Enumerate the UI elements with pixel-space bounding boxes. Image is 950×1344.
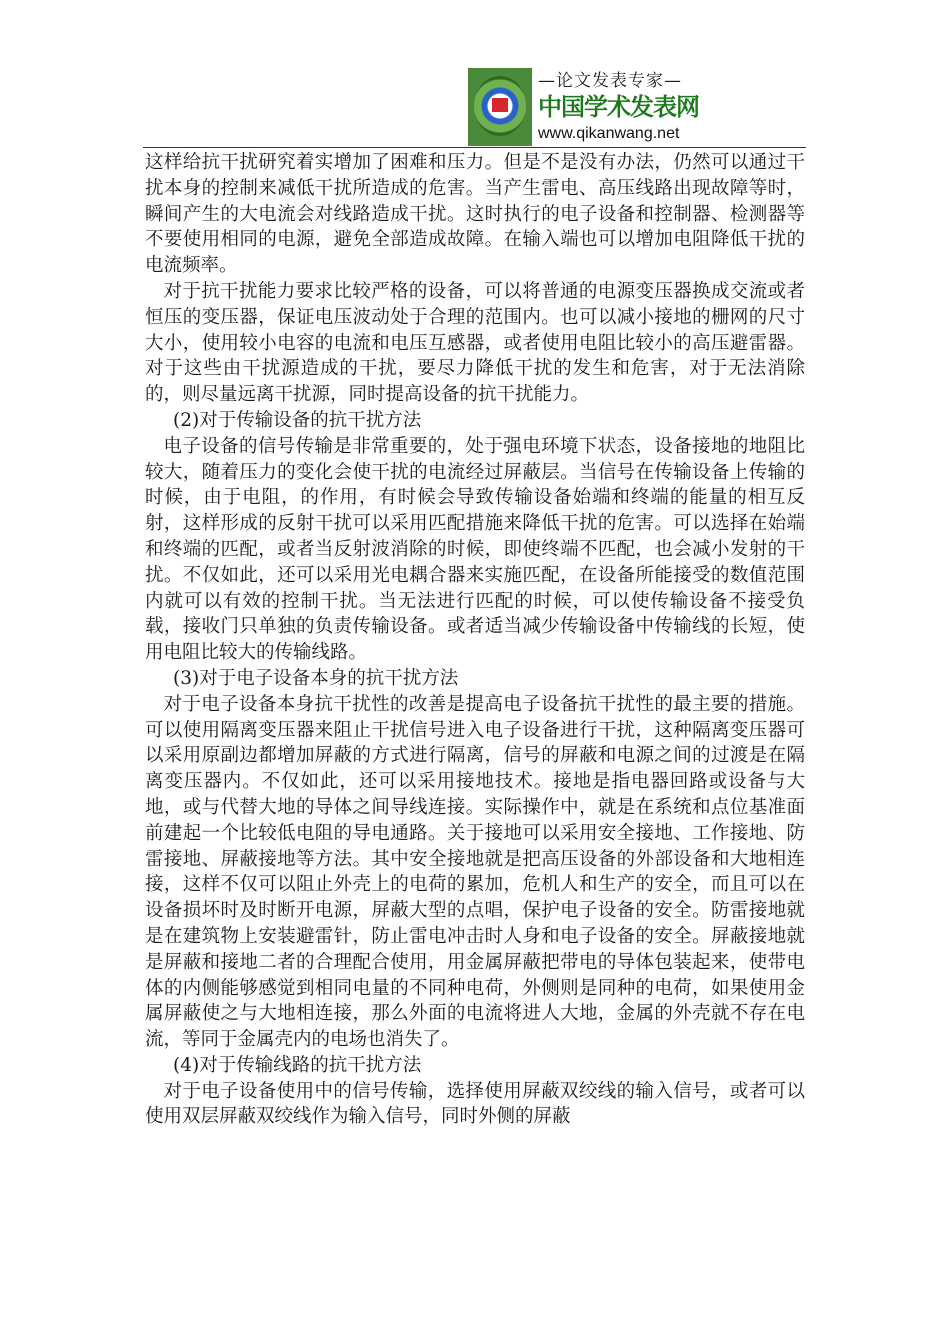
paragraph: 这样给抗干扰研究着实增加了困难和压力。但是不是没有办法，仍然可以通过干扰本身的控制来减低干扰所造成的危害。当产生雷电、高压线路出现故障等时，瞬间产生的大电流会对线路造成干扰。这时执行的电子设备和控制器、检测器等不要使用相同的电源，避免全部造成故障。在输入端也可以增加电阻降低干扰的电流频率。: [145, 152, 805, 277]
paragraph: 对于电子设备本身抗干扰性的改善是提高电子设备抗干扰性的最主要的措施。可以使用隔离变压器来阻止干扰信号进入电子设备进行干扰，这种隔离变压器可以采用原副边都增加屏蔽的方式进行隔离，信号的屏蔽和电源之间的过渡是在隔离变压器内。不仅如此，还可以采用接地技术。接地是指电器回路或设备与大地，或与代替大地的导体之间导线连接。实际操作中，就是在系统和点位基准面前建起一个比较低电阻的导电通路。关于接地可以采用安全接地、工作接地、防雷接地、屏蔽接地等方法。其中安全接地就是把高压设备的外部设备和大地相连接，这样不仅可以阻止外壳上的电荷的累加，危机人和生产的安全，而且可以在设备损坏时及时断开电源，屏蔽大型的点唱，保护电子设备的安全。防雷接地就是在建筑物上安装避雷针，防止雷电冲击时人身和电子设备的安全。屏蔽接地就是屏蔽和接地二者的合理配合使用，用金属屏蔽把带电的导体包装起来，使带电体的内侧能够感觉到相同电量的不同种电荷，外侧则是同种的电荷，如果使用金属屏蔽使之与大地相连接，那么外面的电流将进人大地，金属的外壳就不存在电流，等同于金属壳内的电场也消失了。: [145, 693, 805, 1051]
site-logo[interactable]: [468, 68, 700, 146]
paragraph: 对于抗干扰能力要求比较严格的设备，可以将普通的电源变压器换成交流或者恒压的变压器，保证电压波动处于合理的范围内。也可以减小接地的栅网的尺寸大小，使用较小电容的电流和电压互感器，或者使用电阻比较小的高压避雷器。对于这些由干扰源造成的干扰，要尽力降低干扰的发生和危害，对于无法消除的，则尽量远离干扰源，同时提高设备的抗干扰能力。: [145, 280, 805, 406]
section-heading: (4)对于传输线路的抗干扰方法: [173, 1054, 422, 1076]
logo-tagline: —论文发表专家—: [538, 71, 682, 91]
section-heading: (3)对于电子设备本身的抗干扰方法: [173, 667, 459, 689]
logo-name: 中国学术发表网: [538, 93, 699, 121]
emblem-icon: [468, 68, 532, 146]
header-divider: [143, 147, 806, 148]
globe-book-icon: [474, 76, 526, 136]
emblem-center: [492, 98, 508, 112]
section-heading: (2)对于传输设备的抗干扰方法: [173, 409, 422, 431]
paragraph: 对于电子设备使用中的信号传输，选择使用屏蔽双绞线的输入信号，或者可以使用双层屏蔽双绞线作为输入信号，同时外侧的屏蔽: [145, 1080, 805, 1128]
logo-url: www.qikanwang.net: [538, 125, 680, 142]
article-body: [145, 150, 805, 1130]
paragraph: 电子设备的信号传输是非常重要的，处于强电环境下状态，设备接地的地阻比较大，随着压力的变化会使干扰的电流经过屏蔽层。当信号在传输设备上传输的时候，由于电阻，的作用，有时候会导致传输设备始端和终端的能量的相互反射，这样形成的反射干扰可以采用匹配措施来降低干扰的危害。可以选择在始端和终端的匹配，或者当反射波消除的时候，即使终端不匹配，也会减小发射的干扰。不仅如此，还可以采用光电耦合器来实施匹配，在设备所能接受的数值范围内就可以有效的控制干扰。当无法进行匹配的时候，可以使传输设备不接受负载，接收门只单独的负责传输设备。或者适当减少传输设备中传输线的长短，使用电阻比较大的传输线路。: [145, 435, 805, 664]
